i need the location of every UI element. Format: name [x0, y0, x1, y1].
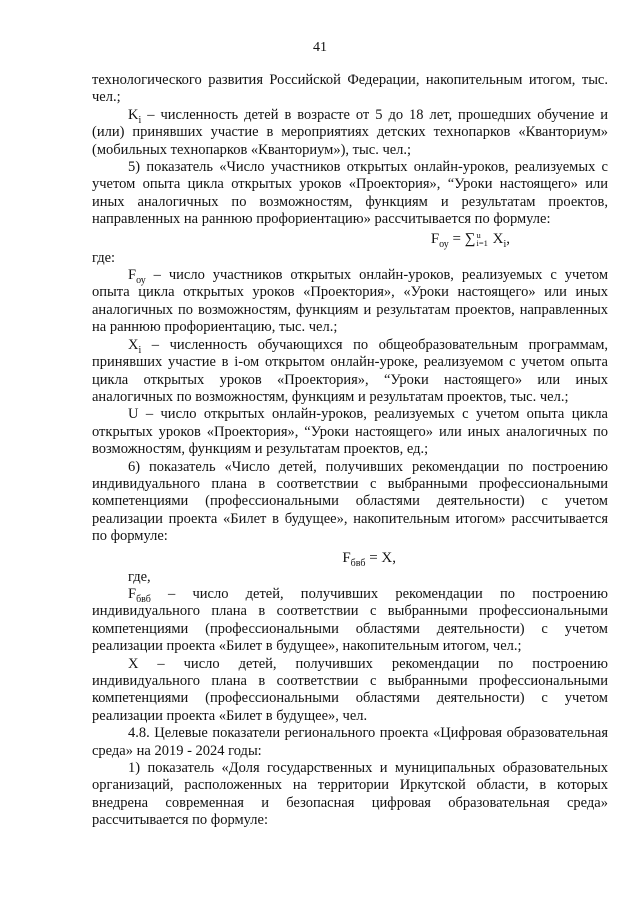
paragraph-f-bvb-definition — [92, 586, 608, 656]
paragraph: технологического развития Российской Федерации, накопительным итогом, тыс. чел.; — [92, 72, 608, 106]
formula-tail: , — [506, 230, 510, 247]
formula-lhs: F — [342, 549, 351, 566]
symbol-subscript: бвб — [136, 593, 151, 605]
where-label: где: — [92, 249, 116, 266]
definition-text: – численность детей в возрасте от 5 до 18 лет, прошедших обучение и (или) принявших участие в мероприятиях детских технопарков «Кванториум» (мобильных технопарков «Кванториум»), тыс. чел.; — [92, 106, 608, 158]
symbol-k: K — [128, 106, 139, 123]
symbol-subscript: i — [138, 114, 142, 126]
paragraph-indicator-6: 6) показатель «Число детей, получивших рекомендации по построению индивидуального плана в соответствии с выбранными профессиональными компетенциями (профессиональными областями деятельности) с учетом реализации проекта «Билет в будущее», накопительным итогом» рассчитывается по формуле: — [92, 458, 608, 545]
paragraph-x-children-definition: X – число детей, получивших рекомендации по построению индивидуального плана в соответствии с выбранными профессиональными компетенциями (профессиональными областями деятельности) с учетом реализации проекта «Билет в будущее», чел. — [92, 655, 608, 724]
symbol-subscript: i — [138, 344, 142, 356]
formula-variable: X — [488, 230, 504, 247]
definition-text: – численность обучающихся по общеобразовательным программам, принявших участие в i-ом открытом онлайн-уроке, реализуемом с учетом опыта цикла открытых уроков «Проектория», “Уроки настоящего» или иных аналогичных по возможностям, функциям и результатам проектов, тыс. чел.; — [92, 336, 608, 405]
sum-symbol: ∑ — [464, 230, 476, 247]
formula-lhs-subscript: оу — [439, 238, 449, 250]
formula-lhs-subscript: бвб — [350, 557, 366, 569]
definition-text: – число участников открытых онлайн-уроков, реализуемых с учетом опыта цикла открытых уроков «Проектория», «Уроки настоящего» или иных аналогичных по возможностям, функциям и результатам проектов, направленных на раннюю профориентацию, тыс. чел.; — [92, 267, 608, 336]
symbol-subscript: оу — [136, 274, 146, 286]
paragraph-k-definition — [92, 107, 608, 159]
sum-limits — [476, 231, 487, 247]
formula-f-oy — [92, 230, 608, 249]
paragraph-digital-indicator-1: 1) показатель «Доля государственных и муниципальных образовательных организаций, расположенных на территории Иркутской области, в которых внедрена современная и безопасная цифровая образовательная среда» рассчитывается по формуле: — [92, 760, 608, 829]
paragraph-f-oy-definition — [92, 267, 608, 337]
formula-rhs: X, — [381, 549, 396, 566]
sum-upper-limit: u — [476, 230, 481, 241]
formula-f-bvb — [92, 549, 608, 568]
paragraph-u-definition: U – число открытых онлайн-уроков, реализуемых с учетом опыта цикла открытых уроков «Проектория», “Уроки настоящего» или иных аналогичных по возможностям, функциям и результатам проектов, ед.; — [92, 406, 608, 458]
where-label: где, — [128, 568, 151, 585]
symbol-f: F — [128, 267, 137, 284]
definition-text: – число детей, получивших рекомендации по построению индивидуального плана в соответствии с выбранными профессиональными компетенциями (профессиональными областями деятельности) с учетом реализации проекта «Билет в будущее», накопительным итогом, чел.; — [92, 585, 608, 655]
sum-lower-limit: i=1 — [476, 238, 488, 249]
symbol-x: X — [128, 336, 139, 353]
formula-equals: = — [448, 230, 465, 247]
formula-lhs: F — [430, 230, 440, 247]
paragraph-indicator-5: 5) показатель «Число участников открытых онлайн-уроков, реализуемых с учетом опыта цикла открытых уроков «Проектория», “Уроки настоящего» или иных аналогичных по возможностям, функциям и результатам проектов, направленных на раннюю профориентацию» рассчитывается по формуле: — [92, 159, 608, 228]
section-heading-4-8: 4.8. Целевые показатели регионального проекта «Цифровая образовательная среда» на 2019 - 2024 годы: — [92, 725, 608, 759]
page-body — [92, 72, 608, 830]
formula-equals: = — [365, 549, 382, 566]
symbol-f: F — [128, 585, 137, 602]
page-number: 41 — [313, 40, 327, 55]
formula-variable-subscript: i — [503, 238, 507, 250]
paragraph-x-definition — [92, 337, 608, 407]
